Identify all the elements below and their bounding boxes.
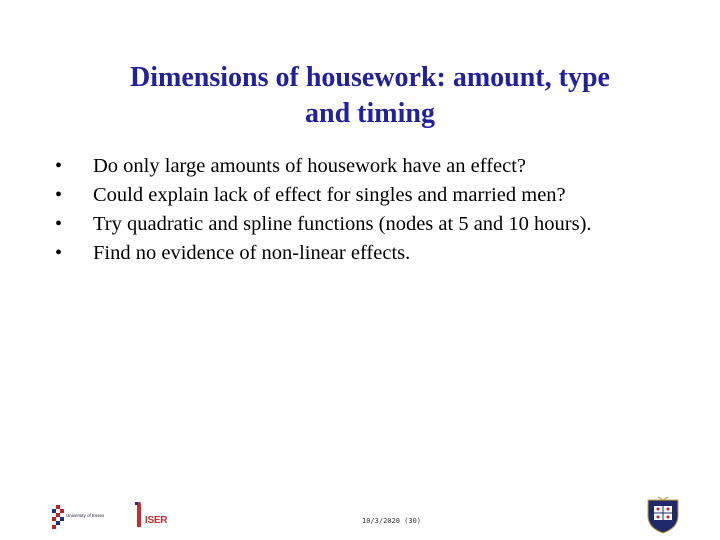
slide-title bbox=[60, 60, 680, 132]
bullet-item bbox=[50, 210, 690, 239]
university-crest-icon bbox=[646, 496, 680, 534]
bullet-text: Try quadratic and spline functions (nodes at 5 and 10 hours). bbox=[93, 213, 592, 235]
bullet-icon: • bbox=[55, 184, 63, 206]
iser-logo-text: ISER bbox=[145, 515, 168, 526]
footer-date: 10/3/2020 bbox=[362, 517, 400, 525]
iser-logo bbox=[133, 502, 177, 530]
university-logo-text: University of Essex bbox=[66, 513, 105, 518]
bullet-item bbox=[50, 181, 690, 210]
slide-title-line-1: Dimensions of housework: amount, type bbox=[130, 62, 610, 93]
bullet-item bbox=[50, 239, 690, 268]
bullet-text: Find no evidence of non-linear effects. bbox=[93, 242, 411, 264]
bullet-item bbox=[50, 152, 690, 181]
bullet-text: Could explain lack of effect for singles and married men? bbox=[93, 184, 566, 206]
footer-date-page bbox=[362, 517, 421, 525]
bullet-icon: • bbox=[55, 155, 63, 177]
slide-title-line-2: and timing bbox=[305, 98, 435, 129]
bullet-list bbox=[50, 152, 690, 268]
bullet-icon: • bbox=[55, 242, 63, 264]
university-logo bbox=[52, 504, 122, 530]
bullet-text: Do only large amounts of housework have an effect? bbox=[93, 155, 527, 177]
bullet-icon: • bbox=[55, 213, 63, 235]
university-logo-mark-icon bbox=[52, 504, 66, 530]
footer-page-number: (30) bbox=[404, 517, 422, 525]
